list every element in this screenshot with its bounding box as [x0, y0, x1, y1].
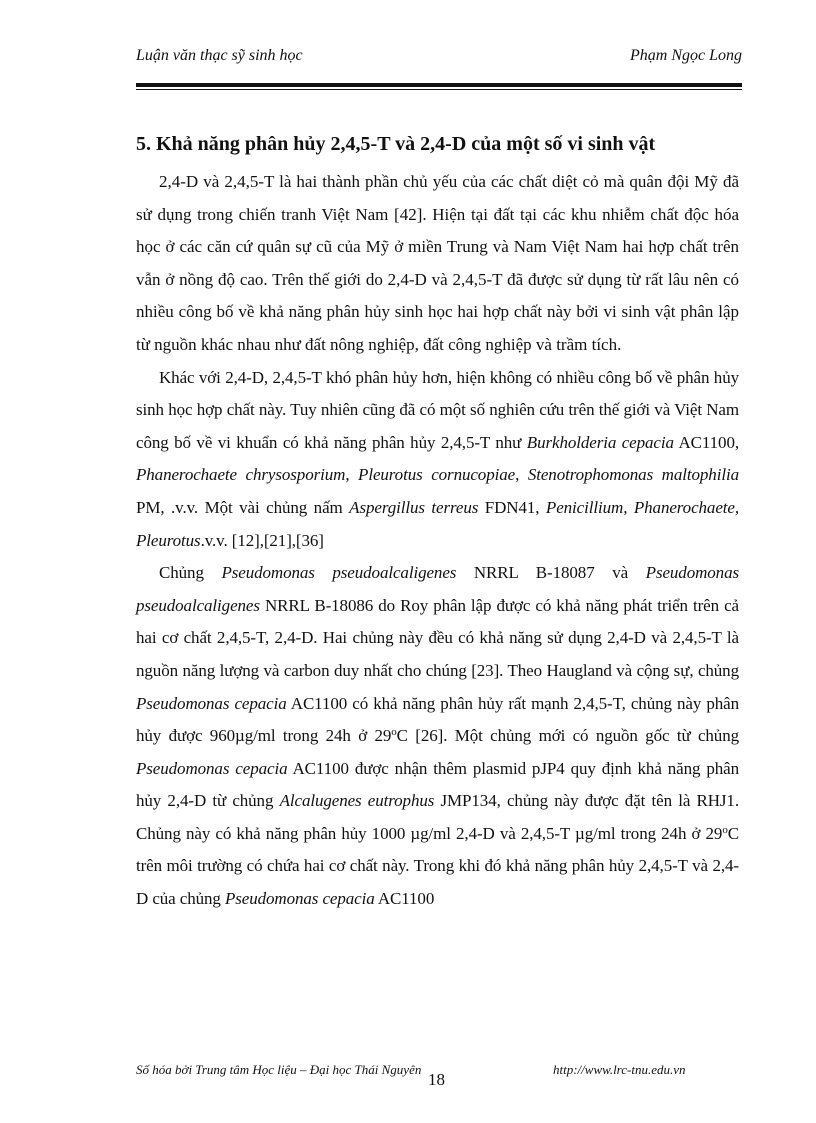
species-name: Phanerochaete chrysosporium	[136, 465, 346, 485]
species-name: Pseudomonas pseudoalcaligenes	[136, 563, 739, 615]
paragraph-2	[136, 362, 739, 558]
paragraph-3	[136, 557, 739, 916]
species-name: Pseudomonas cepacia	[136, 693, 287, 713]
page-number: 18	[428, 1070, 445, 1089]
text-run: NRRL B-18086 do Roy phân lập được có khả năng phát triển trên cả hai cơ chất 2,4,5-T, 2,4-D. Hai chủng này đều có khả năng sử dụng 2,4-D và 2,4,5-T là nguồn năng lượng và carbon duy nhất cho chúng [23]. Theo Haugland và cộng sự, chủng	[136, 595, 739, 680]
page-body	[136, 127, 739, 916]
species-name: Stenotrophomonas maltophilia	[527, 465, 739, 485]
species-name: Pseudomonas cepacia	[224, 889, 375, 909]
footer-url: http://www.lrc-tnu.edu.vn	[553, 1062, 686, 1077]
text-run: AC1100	[374, 889, 435, 909]
text-run: ,	[515, 465, 528, 485]
header-thesis-title: Luận văn thạc sỹ sinh học	[136, 47, 303, 64]
header-rule-thin	[136, 89, 742, 90]
text-run: Khác với 2,4-D, 2,4,5-T khó phân hủy hơn, hiện không có nhiều công bố về phân hủy sinh học hợp chất này. Tuy nhiên cũng đã có một số nghiên cứu trên thế giới và Việt Nam công bố về vi khuẩn có khả năng phân hủy 2,4,5-T như	[136, 367, 739, 452]
section-heading: 5. Khả năng phân hủy 2,4,5-T và 2,4-D của một số vi sinh vật	[136, 133, 656, 155]
text-run: JMP134, chủng này được đặt tên là RHJ1. Chủng này có khả năng phân hủy 1000 µg/ml 2,4-D và 2,4,5-T µg/ml trong 24h ở 29	[136, 791, 739, 843]
degree-superscript: o	[722, 823, 728, 836]
species-name: Alcalugenes eutrophus	[279, 791, 435, 811]
degree-superscript: o	[391, 726, 397, 739]
species-name: Penicillium, Phanerochaete, Pleurotus	[136, 497, 739, 550]
paragraph-1: 2,4-D và 2,4,5-T là hai thành phần chủ yếu của các chất diệt cỏ mà quân đội Mỹ đã sử dụng trong chiến tranh Việt Nam [42]. Hiện tại đất tại các khu nhiễm chất độc hóa học ở các căn cứ quân sự cũ của Mỹ ở miền Trung và Nam Việt Nam hai hợp chất trên vẫn ở nồng độ cao. Trên thế giới do 2,4-D và 2,4,5-T đã được sử dụng từ rất lâu nên có nhiều công bố về khả năng phân hủy sinh học hai hợp chất này bởi vi sinh vật phân lập từ nguồn khác nhau như đất nông nghiệp, đất công nghiệp và trầm tích.	[136, 172, 739, 354]
species-name: Pseudomonas pseudoalcaligenes	[221, 563, 457, 583]
species-name: Aspergillus terreus	[349, 497, 479, 517]
footer-source: Số hóa bởi Trung tâm Học liệu – Đại học Thái Nguyên	[136, 1062, 422, 1077]
text-run: ,	[345, 465, 359, 485]
species-name: Pleurotus cornucopiae	[358, 465, 516, 485]
text-run: AC1100,	[673, 432, 739, 452]
species-name: Pseudomonas cepacia	[136, 758, 288, 778]
text-run: AC1100 có khả năng phân hủy rất mạnh 2,4,5-T, chủng này phân hủy được 960µg/ml trong 24h ở 29	[136, 693, 740, 746]
text-run: Chủng	[159, 563, 222, 583]
text-run: C [26]. Một chủng mới có nguồn gốc từ chủng	[396, 726, 739, 746]
header-rule-thick	[136, 83, 742, 87]
text-run: PM, .v.v. Một vài chủng nấm	[136, 497, 350, 517]
text-run: FDN41,	[478, 497, 546, 517]
header-author: Phạm Ngọc Long	[630, 47, 742, 64]
page-header	[136, 47, 742, 69]
text-run: .v.v. [12],[21],[36]	[200, 530, 324, 550]
text-run: C trên môi trường có chứa hai cơ chất này. Trong khi đó khả năng phân hủy 2,4,5-T và 2,4-D của chủng	[136, 823, 739, 909]
species-name: Burkholderia cepacia	[526, 432, 674, 452]
text-run: NRRL B-18087 và	[456, 563, 646, 583]
text-run: AC1100 được nhận thêm plasmid pJP4 quy định khả năng phân hủy 2,4-D từ chủng	[136, 758, 739, 811]
